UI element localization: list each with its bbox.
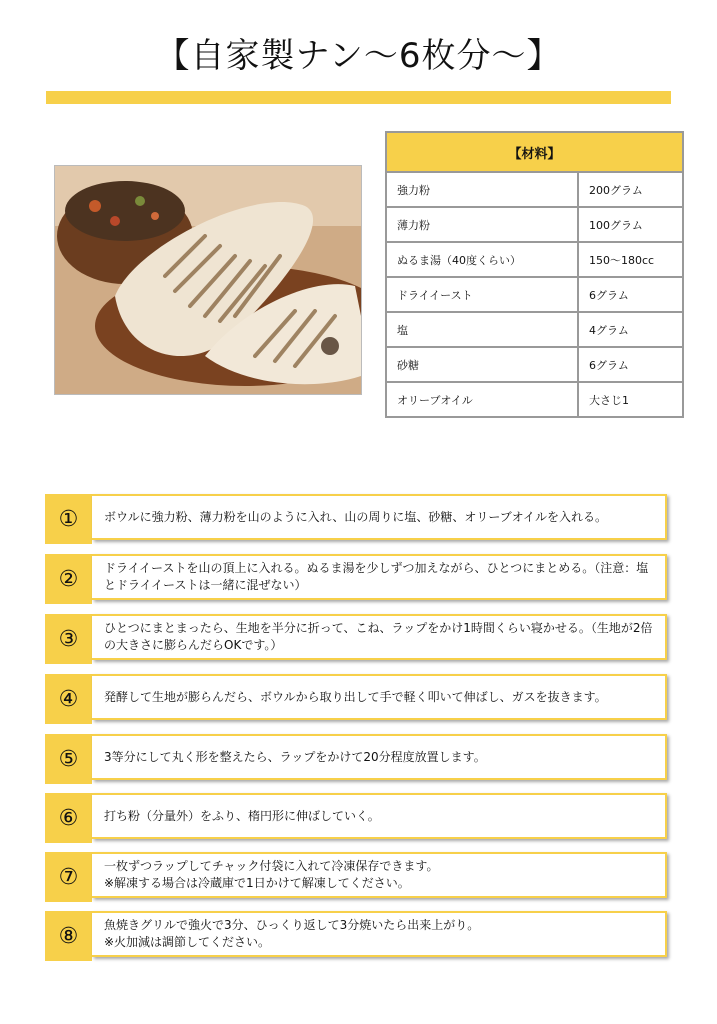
step-text-box xyxy=(92,554,667,600)
naan-photo xyxy=(54,165,362,395)
step-number: ③ xyxy=(45,614,92,664)
ingredient-row xyxy=(386,347,683,382)
ingredient-row xyxy=(386,382,683,417)
step-text: ひとつにまとまったら、生地を半分に折って、こね、ラップをかけ1時間くらい寝かせる。（生地が2倍の大きさに膨らんだらOKです。） xyxy=(104,621,653,652)
ingredient-amount: 4グラム xyxy=(578,312,683,347)
step-1 xyxy=(45,494,671,544)
ingredient-row xyxy=(386,277,683,312)
ingredient-name: オリーブオイル xyxy=(386,382,578,417)
step-text: 3等分にして丸く形を整えたら、ラップをかけて20分程度放置します。 xyxy=(104,749,486,764)
ingredient-amount: 大さじ1 xyxy=(578,382,683,417)
step-text-box xyxy=(92,614,667,660)
ingredient-row xyxy=(386,312,683,347)
step-number: ⑥ xyxy=(45,793,92,843)
step-text: 発酵して生地が膨らんだら、ボウルから取り出して手で軽く叩いて伸ばし、ガスを抜きます。 xyxy=(104,689,607,704)
step-number: ⑦ xyxy=(45,852,92,902)
step-number: ⑧ xyxy=(45,911,92,961)
step-number: ⑤ xyxy=(45,734,92,784)
ingredient-amount: 200グラム xyxy=(578,172,683,207)
ingredient-row xyxy=(386,242,683,277)
step-text-box xyxy=(92,911,667,957)
step-text-box xyxy=(92,852,667,898)
ingredient-name: 塩 xyxy=(386,312,578,347)
ingredient-row xyxy=(386,207,683,242)
step-4 xyxy=(45,674,671,724)
step-2 xyxy=(45,554,671,604)
ingredient-name: 砂糖 xyxy=(386,347,578,382)
step-text: 打ち粉（分量外）をふり、楕円形に伸ばしていく。 xyxy=(104,808,380,823)
step-text: 一枚ずつラップしてチャック付袋に入れて冷凍保存できます。 ※解凍する場合は冷蔵庫で1日かけて解凍してください。 xyxy=(104,859,439,890)
page-title: 【自家製ナン～6枚分～】 xyxy=(155,36,562,76)
ingredients-header: 【材料】 xyxy=(386,132,683,172)
ingredients-table xyxy=(385,131,684,418)
step-number: ④ xyxy=(45,674,92,724)
step-text-box xyxy=(92,494,667,540)
ingredient-amount: 6グラム xyxy=(578,347,683,382)
step-text-box xyxy=(92,734,667,780)
title-underline-bar xyxy=(46,91,671,104)
step-8 xyxy=(45,911,671,961)
ingredient-name: ぬるま湯（40度くらい） xyxy=(386,242,578,277)
step-3 xyxy=(45,614,671,664)
ingredient-row xyxy=(386,172,683,207)
step-number: ① xyxy=(45,494,92,544)
step-number: ② xyxy=(45,554,92,604)
step-text: ボウルに強力粉、薄力粉を山のように入れ、山の周りに塩、砂糖、オリーブオイルを入れる。 xyxy=(104,509,608,524)
ingredient-amount: 100グラム xyxy=(578,207,683,242)
ingredient-name: 強力粉 xyxy=(386,172,578,207)
ingredient-name: ドライイースト xyxy=(386,277,578,312)
ingredient-amount: 6グラム xyxy=(578,277,683,312)
step-text: 魚焼きグリルで強火で3分、ひっくり返して3分焼いたら出来上がり。 ※火加減は調節してください。 xyxy=(104,918,480,949)
step-6 xyxy=(45,793,671,843)
step-text: ドライイーストを山の頂上に入れる。ぬるま湯を少しずつ加えながら、ひとつにまとめる。（注意：塩とドライイーストは一緒に混ぜない） xyxy=(104,561,649,592)
step-text-box xyxy=(92,674,667,720)
step-5 xyxy=(45,734,671,784)
step-7 xyxy=(45,852,671,902)
ingredient-name: 薄力粉 xyxy=(386,207,578,242)
step-text-box xyxy=(92,793,667,839)
ingredient-amount: 150～180cc xyxy=(578,242,683,277)
